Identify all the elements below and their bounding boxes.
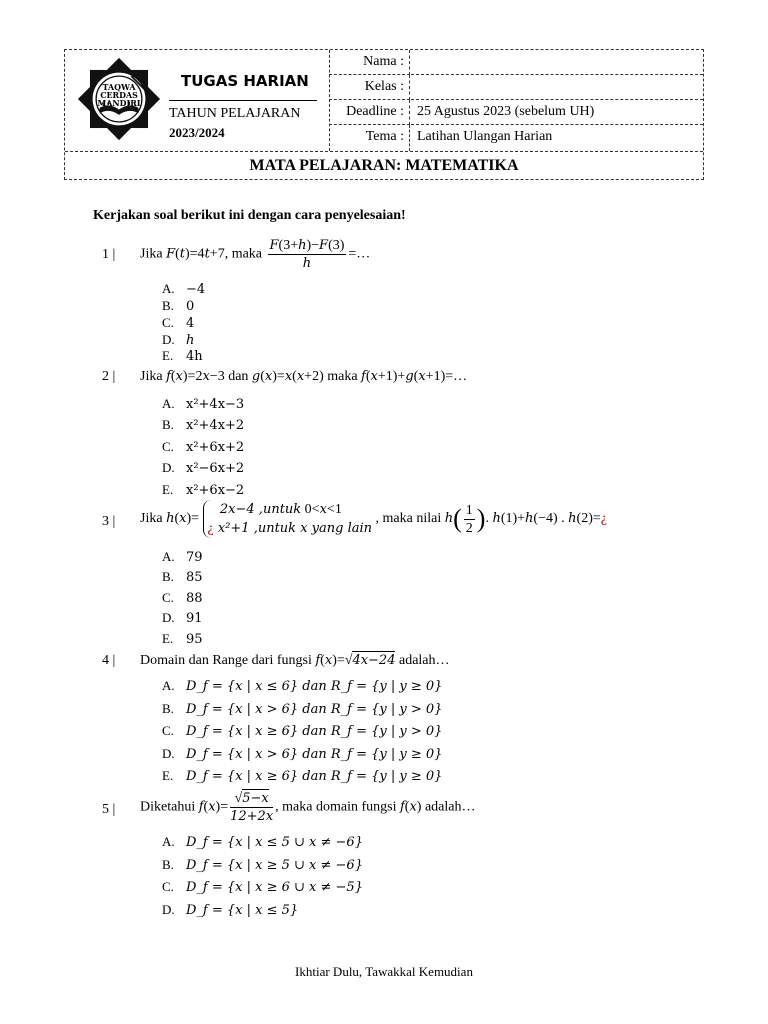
option-b[interactable]: B. D_f = {x | x > 6} dan R_f = {y | y > 0} bbox=[162, 701, 443, 717]
option-c[interactable]: C. 4 bbox=[162, 315, 195, 331]
option-b[interactable]: B. x²+4x+2 bbox=[162, 417, 245, 433]
question-number: 2 | bbox=[102, 369, 116, 384]
question-text: Jika h(x)= 2x−4 ,untuk 0<x<1 ¿ x²+1 ,untuk x yang lain , maka nilai h( $\frac{1}{2}$ ). h(1)+h(−4) . h(2)=¿ bbox=[140, 502, 607, 536]
option-a[interactable]: A. D_f = {x | x ≤ 6} dan R_f = {y | y ≥ 0} bbox=[162, 678, 443, 694]
option-c[interactable]: C. D_f = {x | x ≥ 6} dan R_f = {y | y > 0} bbox=[162, 723, 443, 739]
year-label: TAHUN PELAJARAN bbox=[169, 106, 301, 121]
option-e[interactable]: E. D_f = {x | x ≥ 6} dan R_f = {y | y ≥ 0} bbox=[162, 768, 443, 784]
question-text: Diketahui f(x)= $\frac{√5-x}{12+2x}$ , maka domain fungsi f(x) adalah… bbox=[140, 791, 476, 824]
option-d[interactable]: D. D_f = {x | x ≤ 5} bbox=[162, 902, 299, 918]
option-b[interactable]: B. 85 bbox=[162, 569, 203, 585]
option-a[interactable]: A. D_f = {x | x ≤ 5 ∪ x ≠ −6} bbox=[162, 834, 363, 850]
question-text: Jika F(t)=4t+7, maka $\frac{F(3+h)-F(3)}{h}$ =… bbox=[140, 238, 371, 271]
question-number: 3 | bbox=[102, 514, 116, 529]
question-number: 4 | bbox=[102, 653, 116, 668]
field-value-deadline: 25 Agustus 2023 (sebelum UH) bbox=[411, 100, 703, 125]
field-value-nama[interactable] bbox=[411, 50, 703, 75]
logo-text-1: TAQWA bbox=[102, 83, 136, 93]
field-value-kelas[interactable] bbox=[411, 75, 703, 100]
option-d[interactable]: D. h bbox=[162, 332, 195, 348]
title-divider bbox=[169, 100, 317, 101]
option-e[interactable]: E. 95 bbox=[162, 631, 203, 647]
logo-cell bbox=[65, 50, 330, 151]
question-text: Jika f(x)=2x−3 dan g(x)=x(x+2) maka f(x+1)+g(x+1)=… bbox=[140, 369, 468, 384]
option-e[interactable]: E. x²+6x−2 bbox=[162, 482, 245, 498]
option-d[interactable]: D. 91 bbox=[162, 610, 203, 626]
field-label-kelas: Kelas : bbox=[329, 75, 410, 100]
field-label-nama: Nama : bbox=[329, 50, 410, 75]
question-number: 5 | bbox=[102, 802, 116, 817]
option-a[interactable]: A. −4 bbox=[162, 281, 206, 297]
option-a[interactable]: A. x²+4x−3 bbox=[162, 396, 245, 412]
option-b[interactable]: B. D_f = {x | x ≥ 5 ∪ x ≠ −6} bbox=[162, 857, 363, 873]
option-c[interactable]: C. x²+6x+2 bbox=[162, 439, 245, 455]
subject-title: MATA PELAJARAN: MATEMATIKA bbox=[65, 151, 703, 180]
option-c[interactable]: C. 88 bbox=[162, 590, 203, 606]
footer-motto: Ikhtiar Dulu, Tawakkal Kemudian bbox=[295, 964, 473, 979]
field-label-deadline: Deadline : bbox=[329, 100, 410, 125]
field-value-tema: Latihan Ulangan Harian bbox=[417, 129, 553, 144]
question-number: 1 | bbox=[102, 247, 116, 262]
field-label-tema: Tema : bbox=[329, 125, 410, 151]
instruction: Kerjakan soal berikut ini dengan cara penyelesaian! bbox=[93, 208, 406, 223]
question-text: Domain dan Range dari fungsi f(x)=√4x−24 adalah… bbox=[140, 653, 450, 668]
header-box bbox=[64, 49, 704, 180]
option-d[interactable]: D. D_f = {x | x > 6} dan R_f = {y | y ≥ 0} bbox=[162, 746, 443, 762]
school-year: 2023/2024 bbox=[169, 125, 225, 140]
school-logo bbox=[75, 55, 163, 143]
doc-title: TUGAS HARIAN bbox=[181, 72, 309, 90]
option-d[interactable]: D. x²−6x+2 bbox=[162, 460, 245, 476]
logo-text-2: CERDAS bbox=[100, 91, 138, 101]
option-e[interactable]: E. 4h bbox=[162, 348, 203, 364]
logo-text-3: MANDIRI bbox=[97, 99, 141, 109]
option-b[interactable]: B. 0 bbox=[162, 298, 195, 314]
option-c[interactable]: C. D_f = {x | x ≥ 6 ∪ x ≠ −5} bbox=[162, 879, 363, 895]
option-a[interactable]: A. 79 bbox=[162, 549, 203, 565]
